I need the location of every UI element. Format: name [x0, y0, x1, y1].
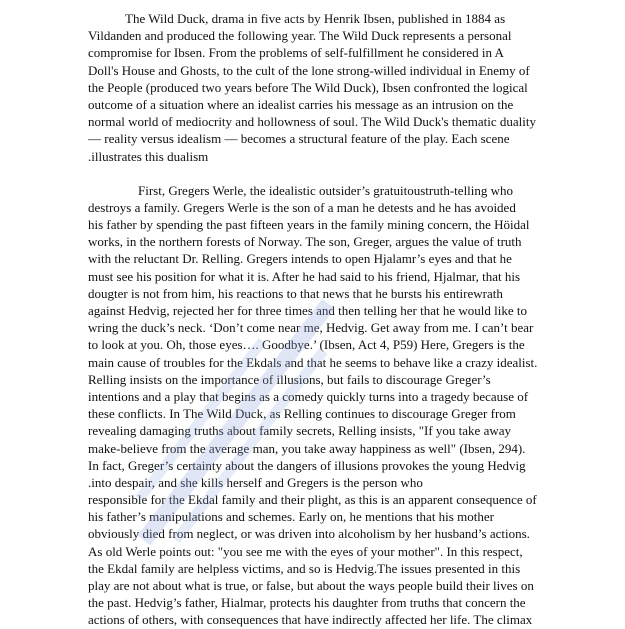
text-line: main cause of troubles for the Ekdals and that he seems to behave like a crazy idealist.	[88, 354, 538, 370]
text-line: his father by spending the past fifteen years in the family mining concern, the Höidal	[88, 217, 530, 233]
text-line: make-believe from the average man, you take away happiness as well" (Ibsen, 294).	[88, 440, 526, 456]
text-line: Relling insists on the importance of illusions, but fails to discourage Greger’s	[88, 371, 491, 387]
text-line: dougter is not from him, his reactions to that news that he bursts his entirewrath	[88, 285, 503, 301]
text-line: .into despair, and she kills herself and Gregers is the person who	[88, 474, 423, 490]
text-line: — reality versus idealism — becomes a structural feature of the play. Each scene	[88, 131, 510, 147]
text-line: .illustrates this dualism	[88, 148, 209, 164]
text-line: responsible for the Ekdal family and their plight, as this is an apparent consequence of	[88, 492, 537, 508]
text-line: intentions and a play that begins as a comedy quickly turns into a tragedy because of	[88, 388, 529, 404]
text-line: with the reluctant Dr. Relling. Gregers intends to open Hjalamr’s eyes and that he	[88, 251, 512, 267]
text-line: The Wild Duck, drama in five acts by Henrik Ibsen, published in 1884 as	[125, 11, 506, 26]
text-line: As old Werle points out: "you see me with the eyes of your mother". In this respect,	[88, 543, 523, 559]
text-line: First, Gregers Werle, the idealistic outsider’s gratuitoustruth-telling who	[138, 182, 514, 198]
text-line: his father’s manipulations and schemes. Early on, he mentions that his mother	[88, 509, 494, 525]
document-body	[88, 10, 548, 629]
text-line: against Hedvig, rejected her for three times and then telling her that he would like to	[88, 303, 527, 318]
text-line: wring the duck’s neck. ‘Don’t come near me, Hedvig. Get away from me. I can’t bear	[88, 320, 534, 336]
text-line: destroys a family. Gregers Werle is the son of a man he detests and he has avoided	[88, 199, 516, 215]
text-line: Vildanden and produced the following year. The Wild Duck represents a personal	[88, 28, 512, 44]
text-line: In fact, Greger’s certainty about the dangers of illusions provokes the young Hedvig	[88, 457, 526, 473]
text-line: must see his position for what it is. After he had said to his friend, Hjalmar, that his	[88, 268, 521, 284]
text-line: the past. Hedvig’s father, Hialmar, protects his daughter from truths that concern the	[88, 595, 526, 611]
text-line: normal world of mediocrity and hollowness of soul. The Wild Duck's thematic duality	[88, 114, 536, 130]
text-line: the People (produced two years before The Wild Duck), Ibsen confronted the logical	[88, 79, 528, 95]
paragraph-1	[88, 10, 548, 165]
paragraph-2	[88, 182, 548, 629]
paragraph-gap	[88, 165, 548, 182]
text-line: revealing damaging truths about family secrets, Relling insists, "If you take away	[88, 423, 512, 439]
text-line: works, in the northern forests of Norway. The son, Greger, argues the value of truth	[88, 234, 522, 250]
text-line: compromise for Ibsen. From the problems of self-fulfillment he considered in A	[88, 45, 504, 61]
text-line: obviously died from neglect, or was driven into alcoholism by her husband’s actions.	[88, 526, 530, 542]
text-line: these conflicts. In The Wild Duck, as Relling continues to discourage Greger from	[88, 406, 516, 422]
text-line: Doll's House and Ghosts, to the cult of the lone strong-willed individual in Enemy of	[88, 62, 530, 78]
text-line: outcome of a situation where an idealist carries his message as an intrusion on the	[88, 96, 514, 112]
text-line: to look at you. Oh, those eyes…. Goodbye.’ (Ibsen, Act 4, P59) Here, Gregers is the	[88, 337, 525, 353]
text-line: play are not about what is true, or false, but about the ways people build their lives on	[88, 578, 534, 593]
text-line: the Ekdal family are helpless victims, and so is Hedvig.The issues presented in this	[88, 560, 521, 576]
text-line: actions of others, with consequences that have indirectly affected her life. The climax	[88, 612, 533, 628]
